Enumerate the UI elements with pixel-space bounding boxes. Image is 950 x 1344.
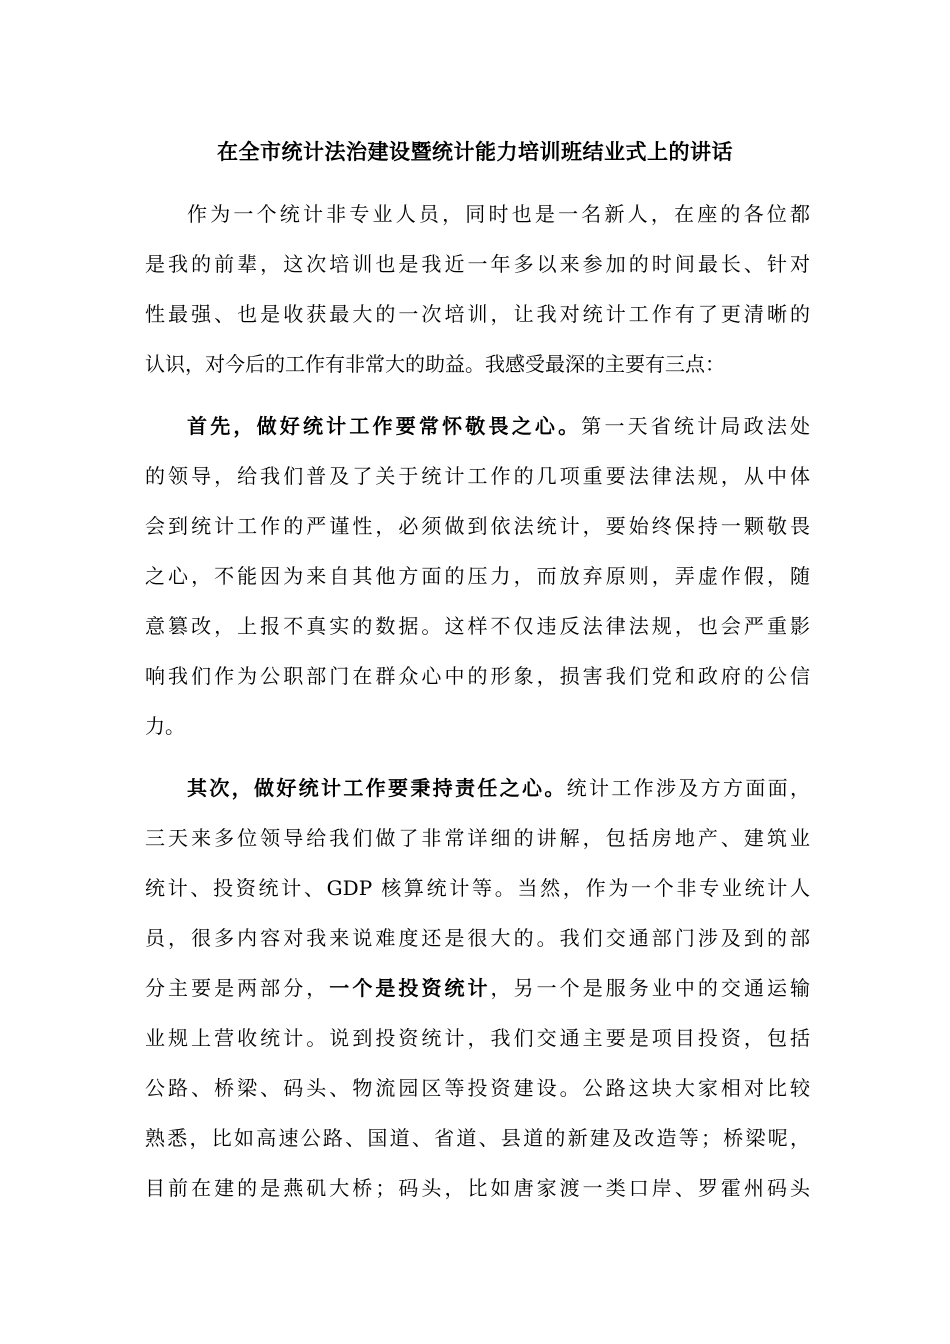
paragraph-3-line-1	[187, 770, 810, 806]
paragraph-2-line-7: 力。	[145, 714, 185, 738]
paragraph-2-heading: 首先，做好统计工作要常怀敬畏之心。	[187, 414, 582, 438]
paragraph-3-line-5	[145, 970, 810, 1006]
paragraph-1-line-3: 性最强、也是收获最大的一次培训，让我对统计工作有了更清晰的	[145, 302, 810, 326]
paragraph-3-line-2: 三天来多位领导给我们做了非常详细的讲解，包括房地产、建筑业	[145, 826, 810, 850]
paragraph-3-line-6: 业规上营收统计。说到投资统计，我们交通主要是项目投资，包括	[145, 1026, 810, 1050]
paragraph-1-line-4: 认识，对今后的工作有非常大的助益。我感受最深的主要有三点：	[145, 352, 725, 376]
paragraph-3-line-7: 公路、桥梁、码头、物流园区等投资建设。公路这块大家相对比较	[145, 1076, 810, 1100]
paragraph-2-line-4: 之心，不能因为来自其他方面的压力，而放弃原则，弄虚作假，随	[145, 564, 810, 588]
document-title: 在全市统计法治建设暨统计能力培训班结业式上的讲话	[217, 140, 733, 164]
paragraph-3-line-4: 员，很多内容对我来说难度还是很大的。我们交通部门涉及到的部	[145, 926, 810, 950]
paragraph-3-line-9: 目前在建的是燕矶大桥；码头，比如唐家渡一类口岸、罗霍州码头	[145, 1176, 810, 1200]
paragraph-2-line-2: 的领导，给我们普及了关于统计工作的几项重要法律法规，从中体	[145, 464, 810, 488]
paragraph-3-investment-highlight: 一个是投资统计	[329, 976, 491, 1000]
paragraph-1-line-1: 作为一个统计非专业人员，同时也是一名新人，在座的各位都	[187, 202, 810, 226]
paragraph-3-heading: 其次，做好统计工作要秉持责任之心。	[187, 776, 567, 800]
paragraph-3-line-8: 熟悉，比如高速公路、国道、省道、县道的新建及改造等；桥梁呢，	[145, 1126, 810, 1150]
paragraph-2-line-5: 意篡改，上报不真实的数据。这样不仅违反法律法规，也会严重影	[145, 614, 810, 638]
paragraph-3-line-3: 统计、投资统计、GDP 核算统计等。当然，作为一个非专业统计人	[145, 876, 810, 900]
paragraph-2-line-1-rest: 第一天省统计局政法处	[581, 414, 810, 438]
paragraph-1-line-2: 是我的前辈，这次培训也是我近一年多以来参加的时间最长、针对	[145, 252, 810, 276]
paragraph-2-line-1	[187, 408, 810, 444]
paragraph-3-line-5-end: ，另一个是服务业中的交通运输	[490, 976, 810, 1000]
paragraph-2-line-3: 会到统计工作的严谨性，必须做到依法统计，要始终保持一颗敬畏	[145, 514, 810, 538]
paragraph-3-line-5-start: 分主要是两部分，	[145, 976, 330, 1000]
paragraph-2-line-6: 响我们作为公职部门在群众心中的形象，损害我们党和政府的公信	[145, 664, 810, 688]
paragraph-3-line-1-rest: 统计工作涉及方方面面，	[566, 776, 810, 800]
